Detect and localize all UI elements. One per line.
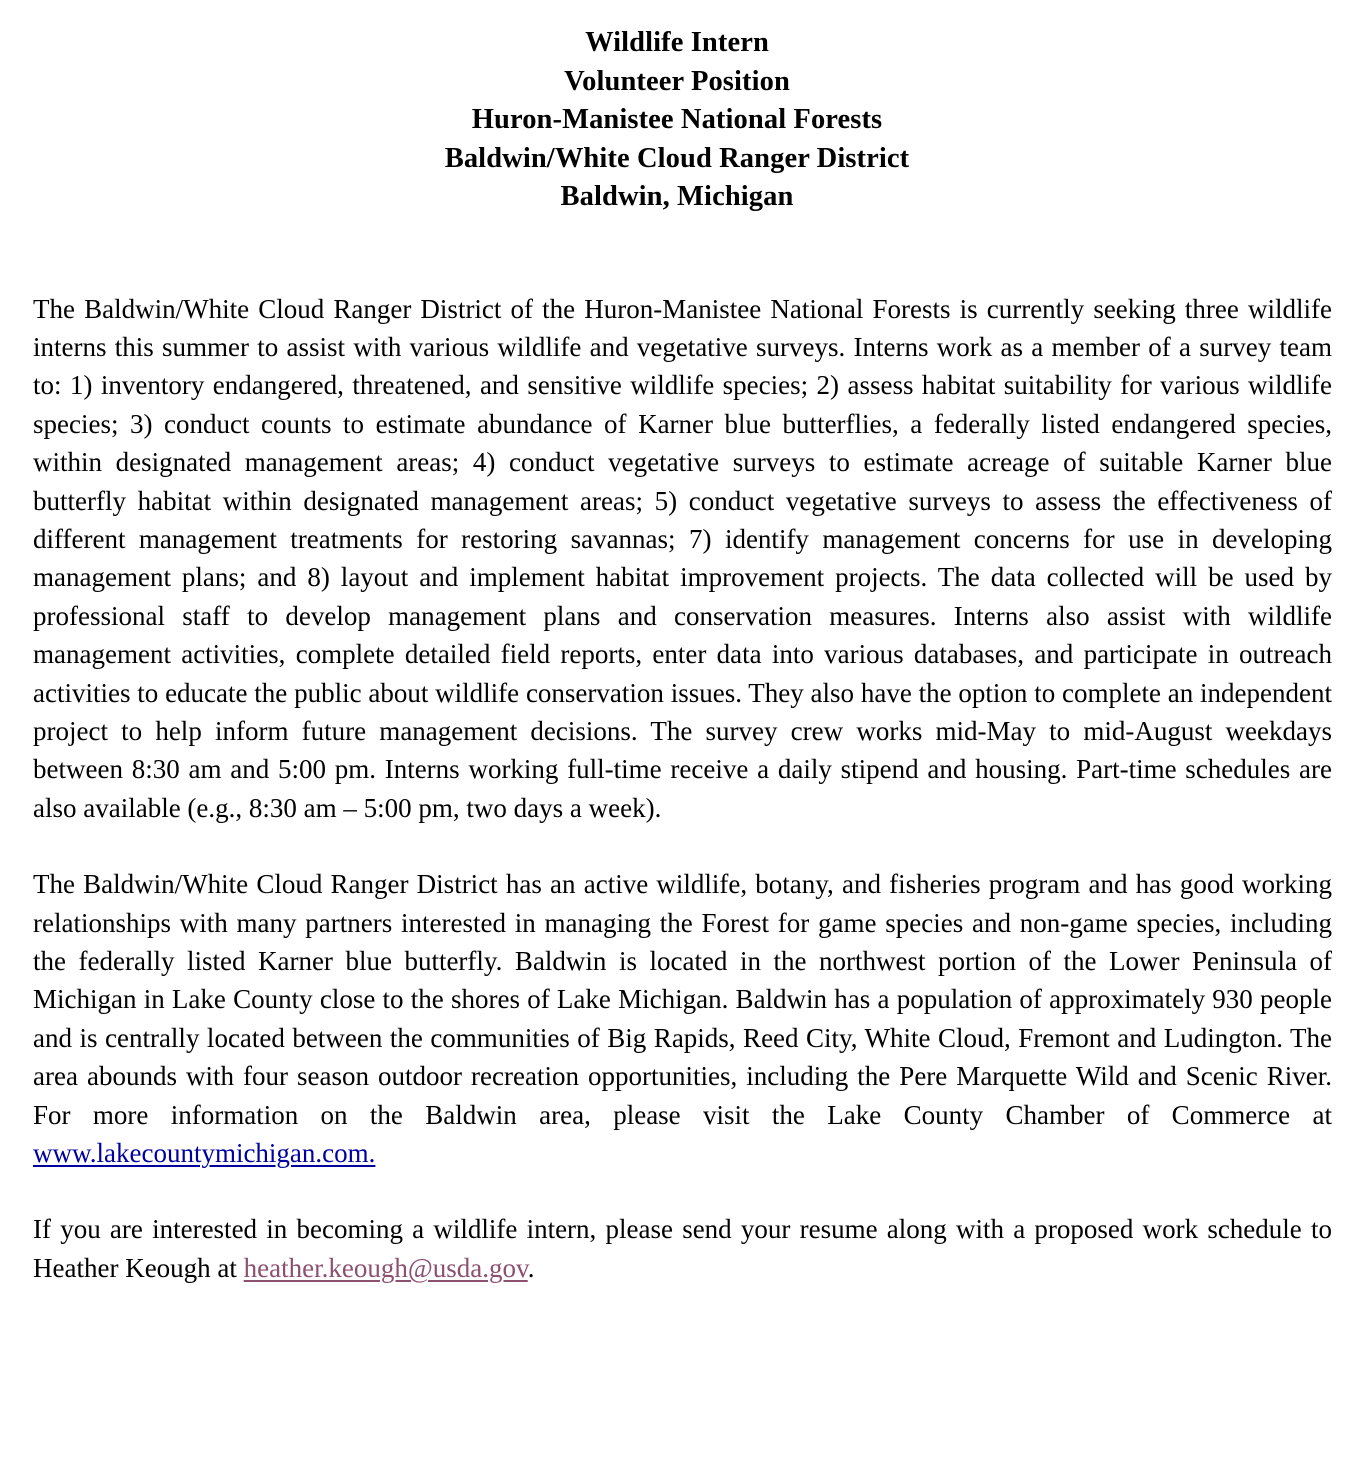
heading-line-position: Volunteer Position (564, 65, 790, 97)
paragraph-district-text: The Baldwin/White Cloud Ranger District has an active wildlife, botany, and fisheries program and has good working relationships with many partners interested in managing the Forest for game species and non-game species, including the federally listed Karner blue butterfly. Baldwin is located in the northwest portion of the Lower Peninsula of Michigan in Lake County close to the shores of Lake Michigan. Baldwin has a population of approximately 930 people and is centrally located between the communities of Big Rapids, Reed City, White Cloud, Fremont and Ludington. The area abounds with four season outdoor recreation opportunities, including the Pere Marquette Wild and Scenic River. For more information on the Baldwin area, please visit the Lake County Chamber of Commerce at (33, 869, 1332, 1130)
lake-county-chamber-link[interactable]: www.lakecountymichigan.com. (33, 1138, 376, 1169)
document-heading (0, 0, 1354, 217)
document-body (33, 290, 1332, 1288)
heading-body-spacer (0, 217, 1354, 290)
heather-keough-email-link[interactable]: heather.keough@usda.gov (243, 1252, 528, 1283)
heading-line-location: Baldwin, Michigan (560, 181, 794, 212)
paragraph-spacer-1 (33, 827, 1332, 865)
paragraph-application-trailing-period: . (527, 1252, 535, 1283)
paragraph-position-description: The Baldwin/White Cloud Ranger District of the Huron-Manistee National Forests is currently seeking three wildlife interns this summer to assist with various wildlife and vegetative surveys. Interns work as a member of a survey team to: 1) inventory endangered, threatened, and sensitive wildlife species; 2) assess habitat suitability for various wildlife species; 3) conduct counts to estimate abundance of Karner blue butterflies, a federally listed endangered species, within designated management areas; 4) conduct vegetative surveys to estimate acreage of suitable Karner blue butterfly habitat within designated management areas; 5) conduct vegetative surveys to assess the effectiveness of different management treatments for restoring savannas; 7) identify management concerns for use in developing management plans; and 8) layout and implement habitat improvement projects. The data collected will be used by professional staff to develop management plans and conservation measures. Interns also assist with wildlife management activities, complete detailed field reports, enter data into various databases, and participate in outreach activities to educate the public about wildlife conservation issues. They also have the option to complete an independent project to help inform future management decisions. The survey crew works mid-May to mid-August weekdays between 8:30 am and 5:00 pm. Interns working full-time receive a daily stipend and housing. Part-time schedules are also available (e.g., 8:30 am – 5:00 pm, two days a week). (33, 293, 1332, 823)
heading-line-forest: Huron-Manistee National Forests (471, 104, 883, 135)
paragraph-spacer-2 (33, 1172, 1332, 1210)
paragraph-district-description (33, 865, 1332, 1172)
heading-line-district: Baldwin/White Cloud Ranger District (444, 142, 910, 174)
heading-line-title: Wildlife Intern (585, 27, 769, 58)
paragraph-application-text: If you are interested in becoming a wildlife intern, please send your resume along with a proposed work schedule to Heather Keough at (33, 1214, 1332, 1283)
paragraph-application-instructions (33, 1210, 1332, 1287)
